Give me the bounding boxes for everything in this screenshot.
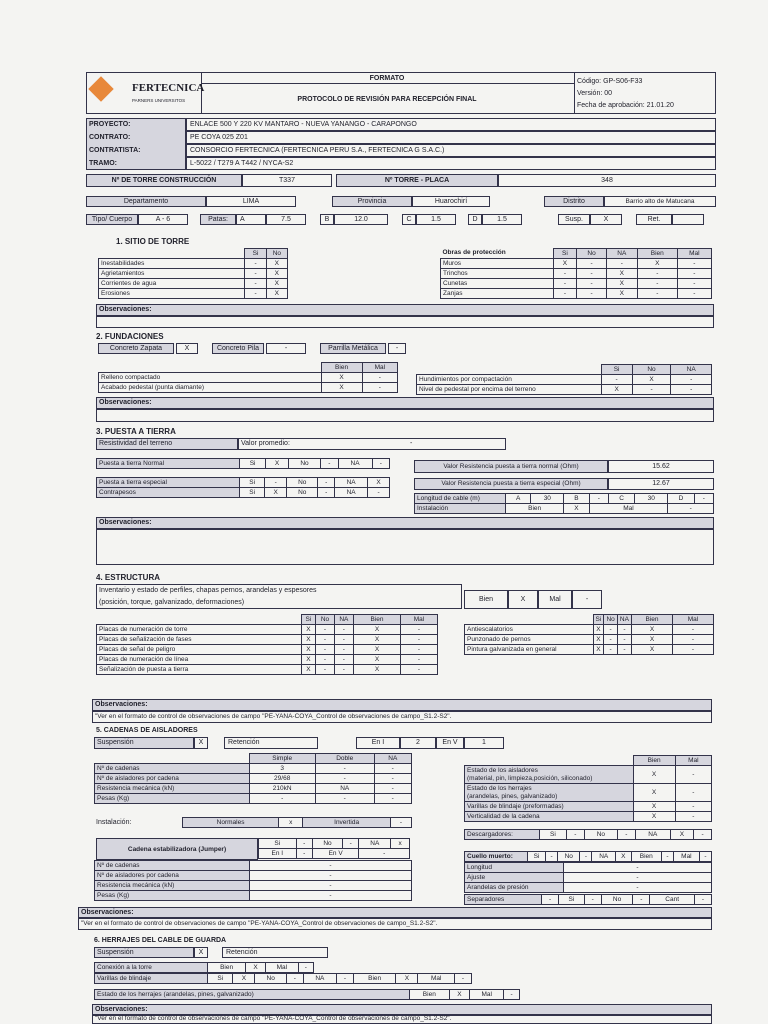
s6-obs-label: Observaciones: — [95, 1006, 148, 1013]
section-4-title: 4. ESTRUCTURA — [96, 573, 161, 582]
s2-obs-label: Observaciones: — [99, 399, 152, 406]
document-version: Versión: 00 — [577, 90, 613, 97]
contrato-cell — [186, 131, 716, 144]
inventario-line-1: Inventario y estado de perfiles, chapas pernos, arandelas y espesores — [99, 587, 317, 594]
table-row: Pesas (Kg) - - - — [95, 794, 412, 804]
table-row: Placas de señalización de fases X - - X - — [97, 635, 438, 645]
torre-value: T337 — [279, 177, 295, 184]
table-row: Hundimientos por compactación - X - — [417, 375, 712, 385]
table-row: Longitud - — [465, 863, 712, 873]
s6-ret-label: Retención — [226, 949, 258, 956]
table-row: Nº de cadenas - — [95, 861, 412, 871]
table-row: Estado de los herrajes (arandelas, pines, galvanizado) X - — [465, 784, 712, 802]
table-row: Placas de numeración de torre X - - X - — [97, 625, 438, 635]
dist-value: Barrio alto de Matucana — [625, 198, 695, 205]
table-row: Resistencia mecánica (kN) - — [95, 881, 412, 891]
sitio-no-header: No — [266, 249, 287, 259]
table-row: Estado de los herrajes (arandelas, pines, galvanizado) Bien X Mal - — [95, 990, 520, 1000]
varillas-table — [94, 973, 472, 984]
antiescalatorios-table: Si No NA Bien Mal Antiescalatorios X - - X - Punzonado de pernos X - - X - Pintura galvanizada en general X - - X - — [464, 614, 714, 655]
s5-env-value: 1 — [482, 739, 486, 746]
table-row: Normales x Invertida - — [183, 818, 412, 828]
table-row: Agrietamientos - X — [99, 269, 288, 279]
table-row: Varillas de blindaje (preformadas) X - — [465, 802, 712, 812]
s4-obs-label: Observaciones: — [95, 701, 148, 708]
s5-obs-header — [78, 907, 712, 918]
table-row: Inestabilidades - X — [99, 259, 288, 269]
approval-date: Fecha de aprobación: 21.01.20 — [577, 102, 674, 109]
compactacion-table: Si No NA Hundimientos por compactación - X - Nivel de pedestal por encima del terreno X - - — [416, 364, 712, 395]
puesta-tierra-table — [96, 458, 390, 469]
susp-label: Susp. — [565, 216, 583, 223]
table-row: Señalización de puesta a tierra X - - X - — [97, 665, 438, 675]
jumper-table — [94, 860, 412, 901]
inventario-line-2: (posición, torque, galvanizado, deformaciones) — [99, 599, 245, 606]
table-row: Si - No - NA x — [259, 839, 410, 849]
table-row: Trinchos - - X - - — [441, 269, 712, 279]
logo-subtext: PARNERS UNIVERSITOS — [132, 98, 186, 103]
torre-label: Nº DE TORRE CONSTRUCCIÓN — [111, 177, 217, 184]
inv-mal-label: Mal — [549, 596, 561, 603]
contratista-label: CONTRATISTA: — [89, 147, 141, 154]
vr-normal-label: Valor Resistencia puesta a tierra normal (Ohm) — [443, 463, 579, 470]
obras-label: Obras de protección — [442, 249, 506, 257]
table-row: Varillas de blindaje Si X No - NA - Bien X Mal - — [95, 974, 472, 984]
s2-obs-field — [96, 409, 714, 422]
table-row: Antiescalatorios X - - X - — [465, 625, 714, 635]
table-row: Nº de aisladores por cadena 29/68 - - — [95, 774, 412, 784]
leg-d-value: 1.5 — [497, 216, 507, 223]
pila-value: - — [284, 345, 288, 352]
header-divider — [202, 83, 574, 84]
s5-enl-value: 2 — [416, 739, 420, 746]
puesta-tierra-especial-table — [96, 477, 390, 498]
leg-b-value: 12.0 — [354, 216, 368, 223]
estado-aisladores-table: Bien Mal Estado de los aisladores (material, pin, limpieza,posición, siliconado) X - Estado de los herrajes (arandelas, pines, galvanizado) X - Varillas de blindaje (preformadas) X - Verticalidad de la cadena X - — [464, 755, 712, 822]
s2-obs-header — [96, 397, 714, 409]
cadenas-table: Simple Doble NA Nº de cadenas 3 - - Nº de aisladores por cadena 29/68 - - Resistencia mecánica (kN) 210kN NA - Pesas (Kg) - - - — [94, 753, 412, 804]
parrilla-label: Parrilla Metálica — [328, 345, 378, 352]
dep-label: Departamento — [123, 198, 169, 205]
zapata-label: Concreto Zapata — [109, 345, 163, 352]
valor-promedio-label: Valor promedio: — [241, 440, 290, 447]
section-6-title: 6. HERRAJES DEL CABLE DE GUARDA — [94, 937, 227, 944]
s3-obs-header — [96, 517, 714, 529]
table-row: Puesta a tierra Normal Si X No - NA - — [97, 459, 390, 469]
inv-bien-label: Bien — [478, 596, 493, 603]
s4-obs-text: "Ver en el formato de control de observaciones de campo "PE-YANA-COYA_Control de observaciones de campo_S1.2-S2". — [95, 713, 452, 720]
table-row: Longitud de cable (m) A 30 B - C 30 D - — [415, 494, 714, 504]
estado-herrajes-table — [94, 989, 520, 1000]
prov-value: Huarochirí — [434, 198, 468, 205]
placas-table: Si No NA Bien Mal Placas de numeración de torre X - - X - Placas de señalización de fases X - - X - Placas de señal de peligro X - - X - Placas de numeración de línea X - - X - Señalización de puesta a tierra X - - X - — [96, 614, 438, 675]
patas-label: Patas: — [208, 216, 228, 223]
section-5-title: 5. CADENAS DE AISLADORES — [96, 727, 198, 734]
separadores-table — [464, 894, 712, 905]
inv-mal-value: - — [585, 596, 589, 603]
table-row: Separadores - Si - No - Cant - — [465, 895, 712, 905]
leg-a-value: 7.5 — [281, 216, 291, 223]
table-row: Punzonado de pernos X - - X - — [465, 635, 714, 645]
table-row: Placas de señal de peligro X - - X - — [97, 645, 438, 655]
section-2-title: 2. FUNDACIONES — [96, 332, 164, 341]
s4-obs-header — [92, 699, 712, 711]
instalacion-table — [182, 817, 412, 828]
obras-table: Obras de protección Si No NA Bien Mal Muros X - - X - Trinchos - - X - - Cunetas - - X - - Zanjas - - X - - — [440, 248, 712, 299]
table-row: Puesta a tierra especial Si - No - NA X — [97, 478, 390, 488]
table-row: Arandelas de presión - — [465, 883, 712, 893]
table-row: Conexión a la torre Bien X Mal - — [95, 963, 314, 973]
s3-obs-field — [96, 529, 714, 565]
s6-obs-header — [92, 1004, 712, 1015]
tramo-value: L-5022 / T279 A T442 / NYCA-S2 — [190, 160, 294, 167]
table-row: Ajuste - — [465, 873, 712, 883]
table-row: En I - En V - — [259, 849, 410, 859]
leg-b-label: B — [324, 216, 330, 223]
s5-env-label: En V — [442, 739, 458, 746]
s6-susp-value: X — [198, 949, 204, 956]
s5-ret-label: Retención — [228, 739, 260, 746]
placa-label: Nº TORRE - PLACA — [384, 177, 450, 184]
tramo-label: TRAMO: — [89, 160, 117, 167]
table-row: Muros X - - X - — [441, 259, 712, 269]
table-row: Verticalidad de la cadena X - — [465, 812, 712, 822]
proyecto-label: PROYECTO: — [89, 121, 131, 128]
valor-promedio-value: - — [410, 440, 413, 447]
placa-value: 348 — [601, 177, 613, 184]
s5-enl-label: En I — [371, 739, 385, 746]
section-1-title: 1. SITIO DE TORRE — [116, 237, 190, 246]
leg-c-label: C — [406, 216, 412, 223]
susp-value: X — [603, 216, 609, 223]
format-label: FORMATO — [369, 75, 405, 82]
s5-susp-label: Suspensión — [97, 739, 134, 746]
proyecto-value: ENLACE 500 Y 220 KV MANTARO - NUEVA YANANGO - CARAPONGO — [190, 121, 417, 128]
dep-value: LIMA — [242, 198, 260, 205]
table-row: Resistencia mecánica (kN) 210kN NA - — [95, 784, 412, 794]
zapata-value: X — [184, 345, 190, 352]
sitio-table — [98, 248, 288, 299]
s5-obs-text: "Ver en el formato de control de observaciones de campo "PE-YANA-COYA_Control de observaciones de campo_S1.2-S2". — [81, 920, 438, 927]
table-row: Pintura galvanizada en general X - - X - — [465, 645, 714, 655]
table-row: Pesas (Kg) - — [95, 891, 412, 901]
resistividad-label: Resistividad del terreno — [99, 440, 173, 447]
table-row: Acabado pedestal (punta diamante) X - — [99, 383, 398, 393]
table-row: Instalación Bien X Mal - — [415, 504, 714, 514]
conexion-table — [94, 962, 314, 973]
descargadores-table — [464, 829, 712, 840]
tipo-label: Tipo/ Cuerpo — [91, 216, 133, 223]
contrato-value: PE COYA 025 Z01 — [190, 134, 248, 141]
logo-text: FERTECNICA — [132, 82, 205, 94]
table-row: Corrientes de agua - X — [99, 279, 288, 289]
contratista-value: CONSORCIO FERTECNICA (FERTECNICA PERU S.A., FERTECNICA G S.A.C.) — [190, 147, 445, 154]
table-row: Relleno compactado X - — [99, 373, 398, 383]
table-row: Estado de los aisladores (material, pin, limpieza,posición, siliconado) X - — [465, 766, 712, 784]
vr-especial-label: Valor Resistencia puesta a tierra especial (Ohm) — [441, 480, 581, 487]
prov-label: Provincia — [357, 198, 387, 205]
ret-value-cell — [672, 214, 704, 225]
table-row: Cuello muerto: Si - No - NA X Bien - Mal - — [465, 852, 712, 862]
s6-obs-text: "Ver en el formato de control de observaciones de campo "PE-YANA-COYA_Control de observaciones de campo_S1.2-S2". — [95, 1015, 452, 1022]
cuello-rows-table — [464, 862, 712, 893]
jumper-label: Cadena estabilizadora (Jumper) — [127, 846, 227, 853]
document-title: PROTOCOLO DE REVISIÓN PARA RECEPCIÓN FINAL — [297, 96, 477, 103]
table-row: Descargadores: Si - No - NA X - — [465, 830, 712, 840]
leg-c-value: 1.5 — [431, 216, 441, 223]
longitud-table — [414, 493, 714, 514]
vr-especial-value: 12.67 — [652, 480, 670, 487]
parrilla-value: - — [395, 345, 399, 352]
s1-obs-label: Observaciones: — [99, 306, 152, 313]
s5-obs-label: Observaciones: — [81, 909, 134, 916]
document-code: Código: GP-S06-F33 — [577, 78, 643, 85]
s1-obs-field — [96, 316, 714, 328]
leg-a-label: A — [240, 216, 245, 223]
s1-obs-header — [96, 304, 714, 316]
table-row: Erosiones - X — [99, 289, 288, 299]
cuello-muerto-table — [464, 851, 712, 862]
ret-label: Ret. — [647, 216, 661, 223]
sitio-si-header: Si — [245, 249, 266, 259]
contrato-label: CONTRATO: — [89, 134, 131, 141]
table-row: Contrapesos Si X No - NA - — [97, 488, 390, 498]
table-row: Placas de numeración de línea X - - X - — [97, 655, 438, 665]
section-3-title: 3. PUESTA A TIERRA — [96, 427, 176, 436]
table-row: Nº de aisladores por cadena - — [95, 871, 412, 881]
table-row: Zanjas - - X - - — [441, 289, 712, 299]
jumper-options-table — [258, 838, 410, 859]
s3-obs-label: Observaciones: — [99, 519, 152, 526]
s5-instalacion-label: Instalación: — [96, 819, 132, 826]
table-row: Cunetas - - X - - — [441, 279, 712, 289]
leg-d-label: D — [472, 216, 478, 223]
tipo-value: A - 6 — [155, 216, 171, 223]
vr-normal-value: 15.62 — [652, 463, 670, 470]
inv-bien-value: X — [520, 596, 526, 603]
table-row: Nº de cadenas 3 - - — [95, 764, 412, 774]
s5-susp-value: X — [198, 739, 204, 746]
table-row: Nivel de pedestal por encima del terreno X - - — [417, 385, 712, 395]
pila-label: Concreto Pila — [216, 345, 260, 352]
s6-susp-label: Suspensión — [97, 949, 134, 956]
fundaciones-table: Bien Mal Relleno compactado X - Acabado pedestal (punta diamante) X - — [98, 362, 398, 393]
dist-label: Distrito — [563, 198, 585, 205]
